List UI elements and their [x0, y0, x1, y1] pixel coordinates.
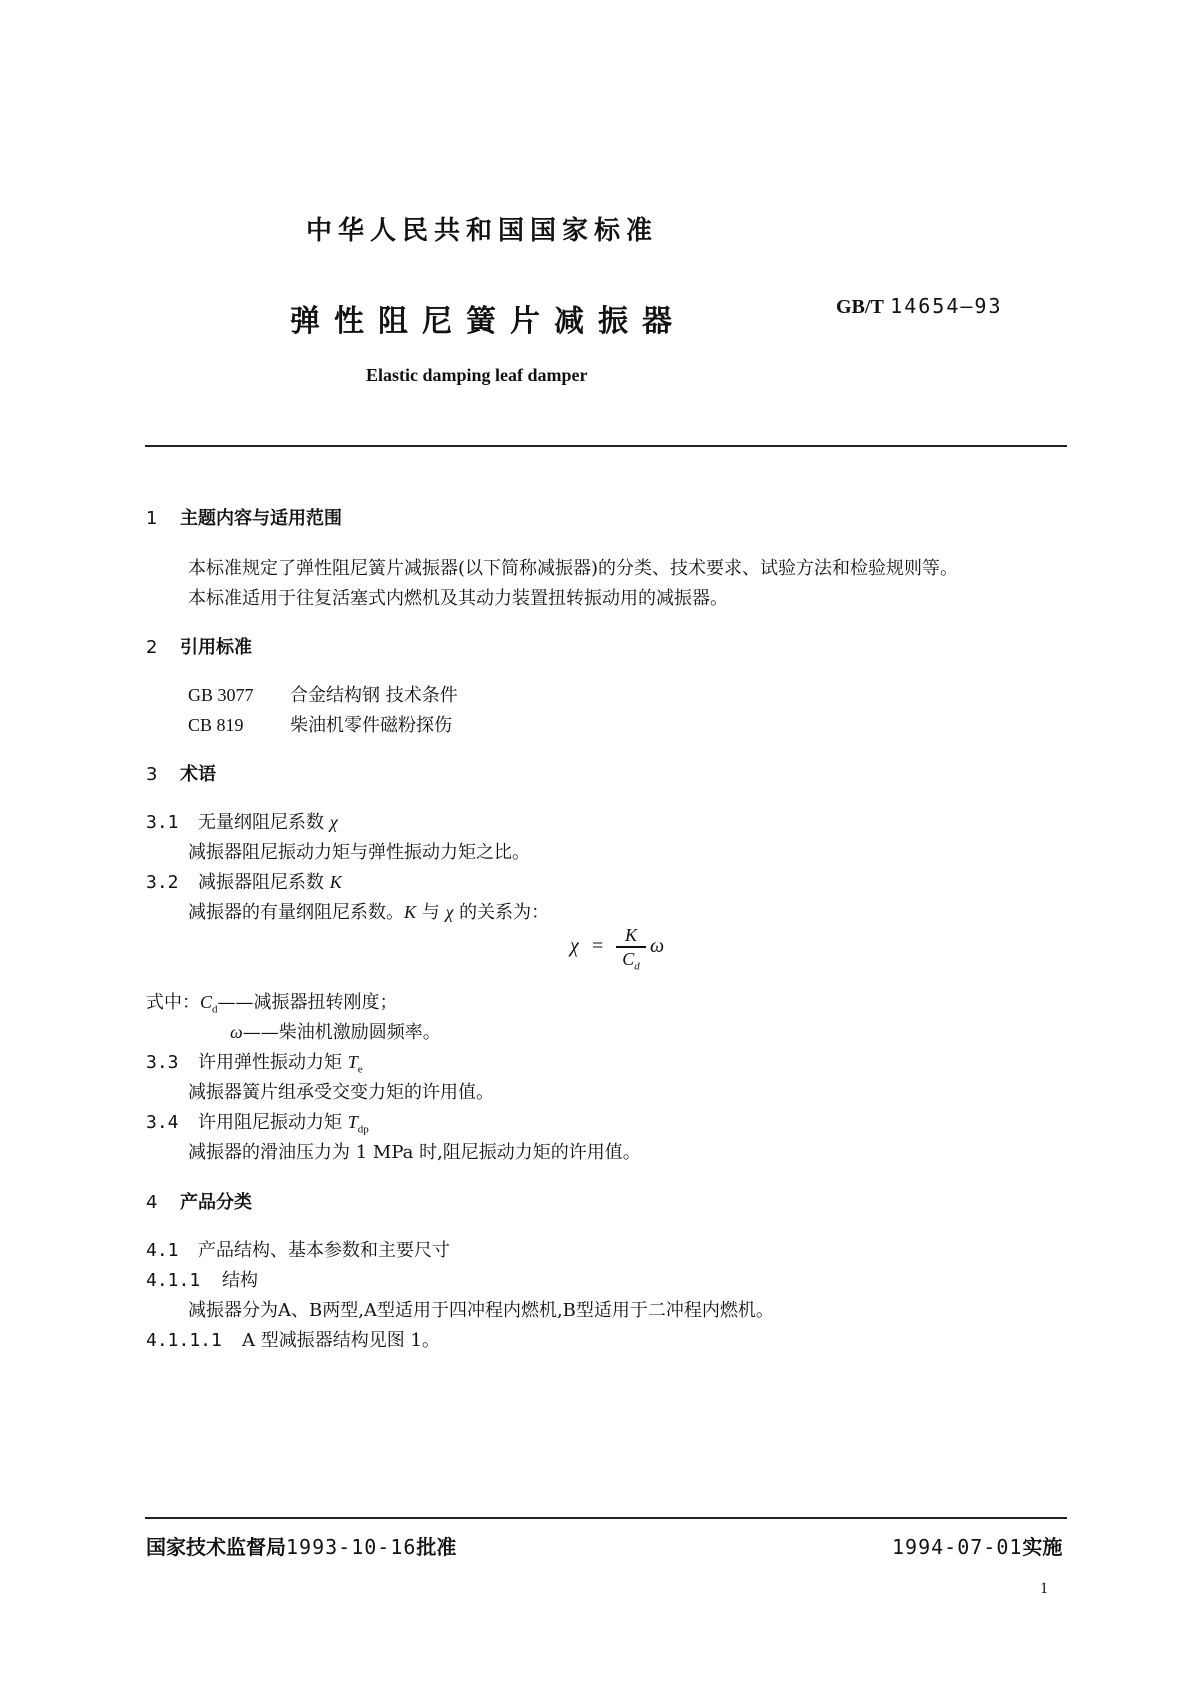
desc-text: 与: [421, 902, 440, 923]
term-title: 减振器阻尼系数: [198, 872, 324, 893]
national-standard-heading: 中华人民共和国国家标准: [306, 216, 659, 246]
section-title: 术语: [180, 764, 216, 785]
standard-code-number: 14654—93: [890, 294, 1003, 318]
term-number: 3.2: [146, 872, 179, 893]
implementation-date: 1994-07-01: [892, 1535, 1023, 1559]
desc-text: 减振器的有量纲阻尼系数。: [188, 902, 404, 923]
term-subscript: dp: [357, 1123, 369, 1136]
term-symbol: T: [347, 1112, 358, 1132]
clause-4-1-1-description: 减振器分为A、B两型,A型适用于四冲程内燃机,B型适用于二冲程内燃机。: [188, 1300, 774, 1321]
fraction-bar: [616, 946, 646, 948]
term-3-2-description: [188, 898, 549, 924]
legend-label: 式中：: [146, 992, 200, 1013]
section-title: 引用标准: [180, 637, 252, 658]
clause-number: 4.1: [146, 1240, 179, 1261]
desc-text: 的关系为：: [459, 902, 550, 923]
section-1-paragraph-1: 本标准规定了弹性阻尼簧片减振器(以下简称减振器)的分类、技术要求、试验方法和检验规则等。: [188, 558, 959, 579]
section-2-heading: [146, 633, 252, 659]
formula-fraction: [616, 925, 646, 976]
reference-name: 柴油机零件磁粉探伤: [290, 715, 452, 736]
document-title-cn: 弹性阻尼簧片减振器: [290, 304, 686, 339]
clause-number: 4.1.1: [146, 1270, 201, 1291]
term-title: 无量纲阻尼系数: [198, 812, 324, 833]
term-3-3-heading: [146, 1048, 363, 1076]
clause-title: 产品结构、基本参数和主要尺寸: [198, 1240, 450, 1261]
section-4-heading: [146, 1188, 252, 1214]
den-subscript: d: [634, 960, 640, 973]
formula-legend-cd: [146, 988, 398, 1016]
clause-description: A 型减振器结构见图 1。: [242, 1330, 440, 1351]
term-symbol: T: [347, 1052, 358, 1072]
term-3-4-heading: [146, 1108, 369, 1136]
reference-row: [188, 711, 452, 737]
standard-code-prefix: GB/T: [836, 296, 884, 318]
implementation-word: 实施: [1022, 1535, 1063, 1559]
term-title: 许用弹性振动力矩: [198, 1052, 342, 1073]
term-3-4-description: 减振器的滑油压力为 1 MPa 时,阻尼振动力矩的许用值。: [188, 1142, 641, 1163]
symbol-chi: χ: [445, 902, 454, 922]
page-number: 1: [1040, 1580, 1048, 1597]
reference-code: GB 3077: [188, 685, 254, 705]
term-symbol: K: [329, 872, 342, 892]
formula-lhs: χ: [570, 935, 579, 957]
term-subscript: e: [357, 1063, 363, 1076]
term-symbol: χ: [329, 812, 338, 832]
term-3-2-heading: [146, 868, 342, 894]
section-title: 主题内容与适用范围: [180, 508, 342, 529]
formula-equals: =: [592, 935, 604, 957]
term-3-1-description: 减振器阻尼振动力矩与弹性振动力矩之比。: [188, 842, 530, 863]
clause-number: 4.1.1.1: [146, 1330, 222, 1351]
implementation-line: [892, 1531, 1062, 1560]
header-divider: [145, 445, 1067, 447]
section-3-heading: [146, 760, 216, 786]
approval-date: 1993-10-16: [286, 1535, 417, 1559]
footer-divider: [145, 1517, 1067, 1519]
section-1-paragraph-2: 本标准适用于往复活塞式内燃机及其动力装置扭转振动用的减振器。: [188, 588, 728, 609]
formula-legend-omega: [230, 1018, 441, 1044]
legend-symbol: C: [200, 992, 213, 1012]
clause-title: 结构: [222, 1270, 258, 1291]
fraction-denominator: [616, 949, 646, 977]
legend-symbol: ω: [230, 1022, 243, 1042]
legend-desc: ——减振器扭转刚度；: [217, 992, 398, 1013]
legend-desc: ——柴油机激励圆频率。: [242, 1022, 441, 1043]
term-title: 许用阻尼振动力矩: [198, 1112, 342, 1133]
section-number: 4: [146, 1192, 158, 1213]
fraction-numerator: K: [624, 925, 637, 945]
section-number: 2: [146, 637, 158, 658]
approval-line: [146, 1531, 456, 1560]
den-symbol: C: [622, 948, 635, 969]
clause-4-1-1-heading: [146, 1266, 258, 1292]
section-title: 产品分类: [180, 1192, 252, 1213]
term-3-1-heading: [146, 808, 338, 834]
reference-name: 合金结构钢 技术条件: [290, 685, 458, 706]
formula-omega: ω: [650, 935, 665, 957]
term-3-3-description: 减振器簧片组承受交变力矩的许用值。: [188, 1082, 494, 1103]
clause-4-1-heading: [146, 1236, 450, 1262]
symbol-k: K: [404, 902, 417, 922]
section-1-heading: [146, 504, 342, 530]
standard-code: [836, 294, 1002, 319]
approval-org: 国家技术监督局: [146, 1535, 286, 1559]
clause-4-1-1-1: [146, 1326, 440, 1352]
term-number: 3.1: [146, 812, 179, 833]
term-number: 3.4: [146, 1112, 179, 1133]
legend-subscript: d: [212, 1003, 218, 1016]
section-number: 1: [146, 508, 158, 529]
term-number: 3.3: [146, 1052, 179, 1073]
reference-row: [188, 681, 458, 707]
reference-code: CB 819: [188, 715, 244, 735]
document-title-en: Elastic damping leaf damper: [366, 365, 588, 385]
approval-word: 批准: [416, 1535, 457, 1559]
section-number: 3: [146, 764, 158, 785]
